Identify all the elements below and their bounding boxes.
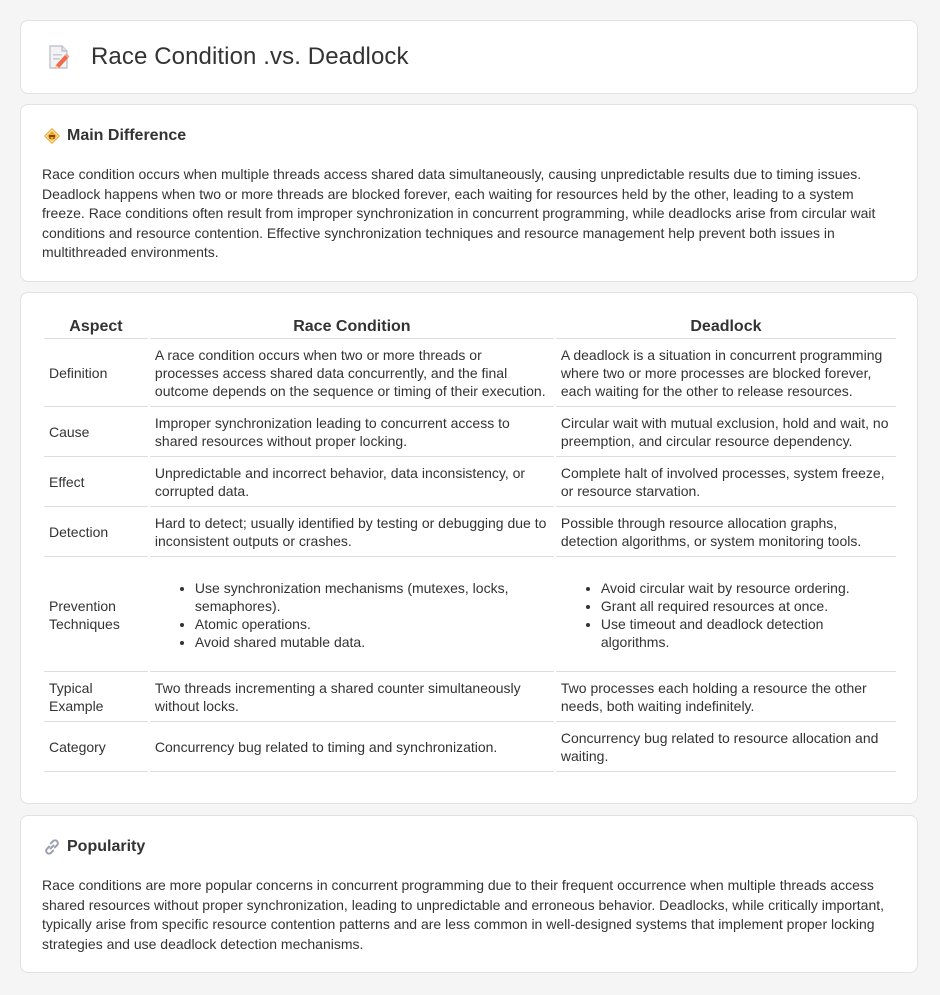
deadlock-cell: Circular wait with mutual exclusion, hold and wait, no preemption, and circular resource dependency. bbox=[556, 407, 896, 457]
race-condition-cell: Concurrency bug related to timing and synchronization. bbox=[150, 722, 554, 772]
race-condition-cell bbox=[150, 557, 554, 672]
table-row bbox=[44, 557, 896, 672]
aspect-cell: Category bbox=[44, 722, 148, 772]
deadlock-cell bbox=[556, 557, 896, 672]
deadlock-cell: Possible through resource allocation graphs, detection algorithms, or system monitoring tools. bbox=[556, 507, 896, 557]
document-pencil-icon bbox=[47, 44, 71, 70]
aspect-cell: Prevention Techniques bbox=[44, 557, 148, 672]
header bbox=[47, 43, 409, 71]
section-title: Popularity bbox=[67, 838, 146, 855]
comparison-card bbox=[20, 292, 918, 804]
list-item: • Atomic operations. bbox=[195, 615, 549, 633]
race-condition-cell: Two threads incrementing a shared counter simultaneously without locks. bbox=[150, 672, 554, 722]
table-row bbox=[44, 722, 896, 772]
list-item: • Avoid shared mutable data. bbox=[195, 633, 549, 651]
page-title: Race Condition .vs. Deadlock bbox=[91, 43, 409, 70]
deadlock-cell: A deadlock is a situation in concurrent programming where two or more processes are blocked forever, each waiting for the other to release resources. bbox=[556, 339, 896, 407]
deadlock-prevention-list bbox=[561, 579, 891, 651]
aspect-cell: Cause bbox=[44, 407, 148, 457]
table-row bbox=[44, 672, 896, 722]
section-title: Main Difference bbox=[67, 127, 187, 144]
comparison-table bbox=[42, 315, 898, 772]
main-difference-text: Race condition occurs when multiple threads access shared data simultaneously, causing unpredictable results due to timing issues. Deadlock happens when two or more threads are blocked forever, each waiting for resources held by the other, leading to a system freeze. Race conditions often result from improper synchronization in concurrent programming, while deadlocks arise from circular wait conditions and resource contention. Effective synchronization techniques and resource management help prevent both issues in multithreaded environments. bbox=[42, 166, 876, 260]
aspect-cell: Detection bbox=[44, 507, 148, 557]
race-condition-cell: Unpredictable and incorrect behavior, data inconsistency, or corrupted data. bbox=[150, 457, 554, 507]
table-header-row bbox=[44, 315, 896, 339]
popularity-text: Race conditions are more popular concerns in concurrent programming due to their frequent occurrence when multiple threads access shared resources without proper synchronization, leading to unpredictable and erroneous behavior. Deadlocks, while critically important, typically arise from specific resource contention patterns and are less common in well-designed systems that implement proper locking strategies and use deadlock detection mechanisms. bbox=[42, 877, 885, 952]
deadlock-cell: Complete halt of involved processes, system freeze, or resource starvation. bbox=[556, 457, 896, 507]
list-item: • Use timeout and deadlock detection algorithms. bbox=[601, 615, 891, 651]
table-row bbox=[44, 339, 896, 407]
aspect-cell: Effect bbox=[44, 457, 148, 507]
table-row bbox=[44, 457, 896, 507]
column-header-deadlock: Deadlock bbox=[556, 315, 896, 339]
column-header-aspect: Aspect bbox=[44, 315, 148, 339]
column-header-race-condition: Race Condition bbox=[150, 315, 554, 339]
deadlock-cell: Two processes each holding a resource the other needs, both waiting indefinitely. bbox=[556, 672, 896, 722]
diamond-sign-icon bbox=[43, 127, 61, 145]
race-condition-cell: A race condition occurs when two or more threads or processes access shared data concurrently, and the final outcome depends on the sequence or timing of their execution. bbox=[150, 339, 554, 407]
list-item: • Grant all required resources at once. bbox=[601, 597, 891, 615]
list-item: • Use synchronization mechanisms (mutexes, locks, semaphores). bbox=[195, 579, 549, 615]
aspect-cell: Typical Example bbox=[44, 672, 148, 722]
main-difference-heading bbox=[43, 127, 186, 145]
table-row bbox=[44, 407, 896, 457]
deadlock-cell: Concurrency bug related to resource allocation and waiting. bbox=[556, 722, 896, 772]
race-condition-cell: Hard to detect; usually identified by testing or debugging due to inconsistent outputs or crashes. bbox=[150, 507, 554, 557]
link-icon bbox=[43, 838, 61, 856]
main-difference-card bbox=[20, 104, 918, 282]
race-prevention-list bbox=[155, 579, 549, 651]
aspect-cell: Definition bbox=[44, 339, 148, 407]
header-card bbox=[20, 20, 918, 94]
race-condition-cell: Improper synchronization leading to concurrent access to shared resources without proper locking. bbox=[150, 407, 554, 457]
popularity-heading bbox=[43, 838, 145, 856]
popularity-card bbox=[20, 815, 918, 973]
table-row bbox=[44, 507, 896, 557]
list-item: • Avoid circular wait by resource ordering. bbox=[601, 579, 891, 597]
